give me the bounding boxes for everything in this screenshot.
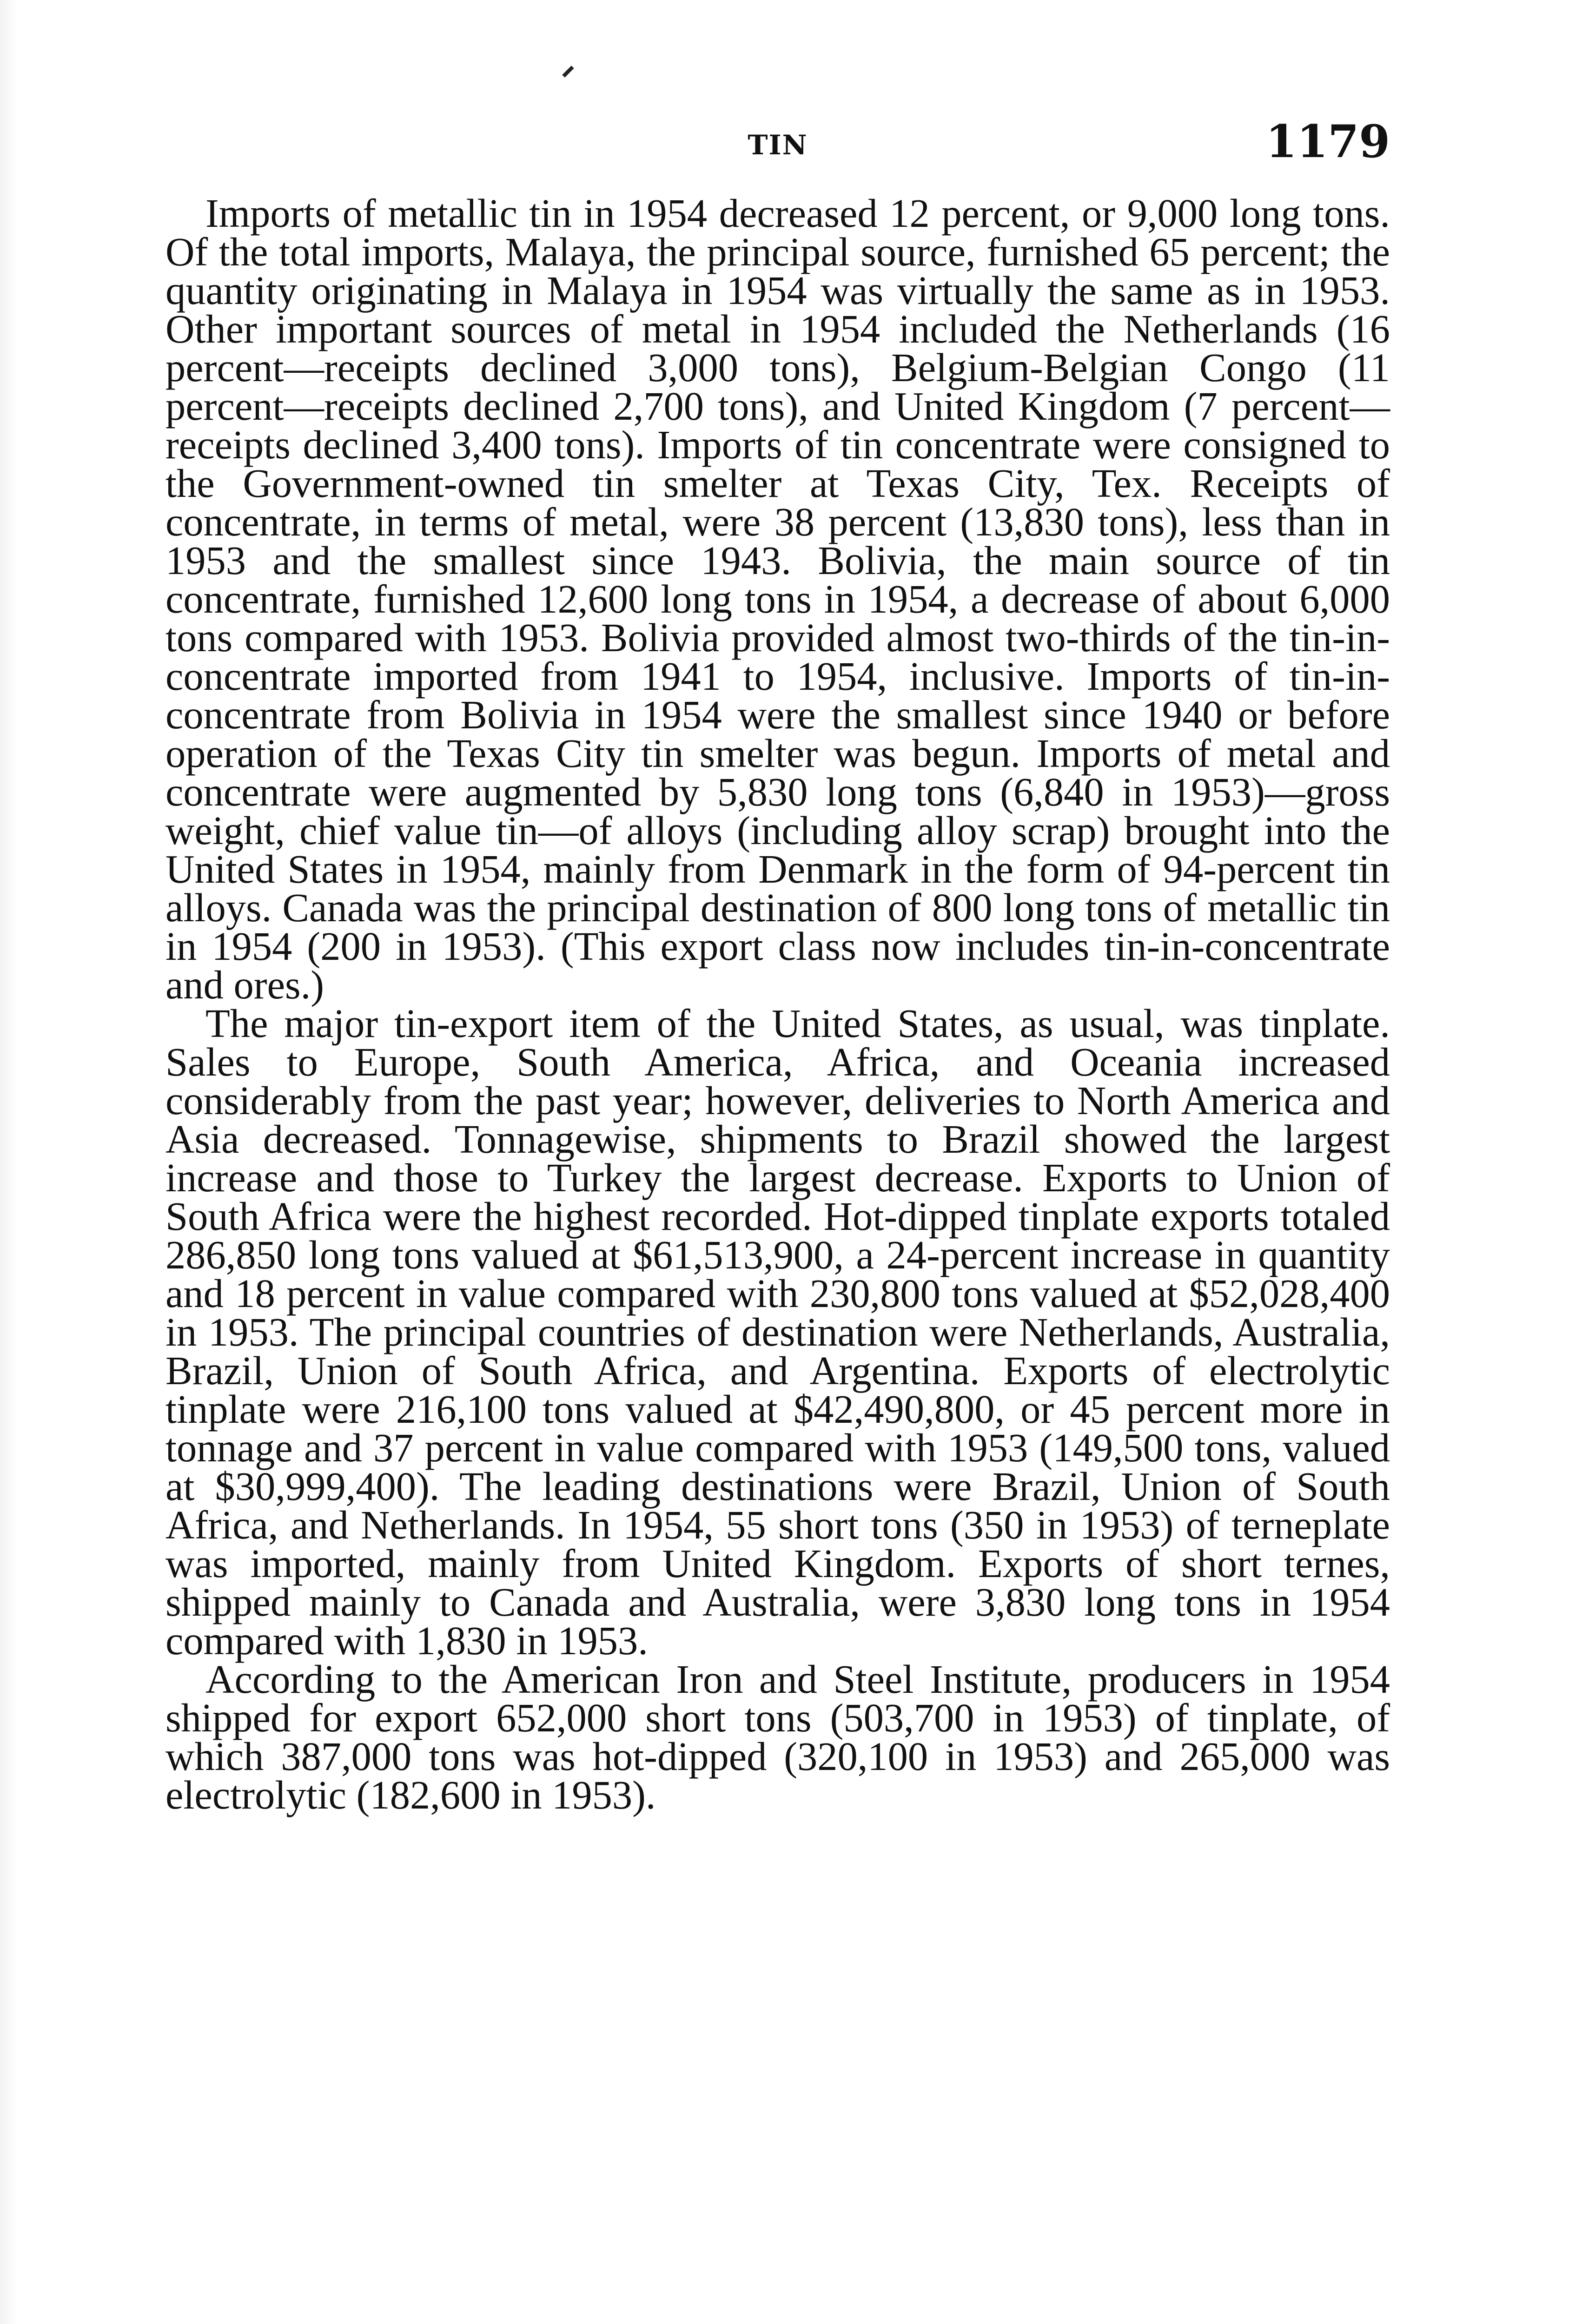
paragraph-imports: Imports of metallic tin in 1954 decreased 12 percent, or 9,000 long tons. Of the total imports, Malaya, the principal source, furnished 65 percent; the quantity originating in Malaya in 1954 was virtually the same as in 1953. Other important sources of metal in 1954 included the Netherlands (16 percent—receipts declined 3,000 tons), Belgium-Belgian Congo (11 percent—receipts declined 2,700 tons), and United Kingdom (7 percent—receipts declined 3,400 tons). Imports of tin concentrate were consigned to the Government-owned tin smelter at Texas City, Tex. Receipts of concentrate, in terms of metal, were 38 percent (13,830 tons), less than in 1953 and the smallest since 1943. Bolivia, the main source of tin concentrate, furnished 12,600 long tons in 1954, a decrease of about 6,000 tons compared with 1953. Bolivia provided almost two-thirds of the tin-in-concentrate imported from 1941 to 1954, inclusive. Imports of tin-in-concentrate from Bolivia in 1954 were the smallest since 1940 or before operation of the Texas City tin smelter was begun. Imports of metal and concentrate were augmented by 5,830 long tons (6,840 in 1953)—gross weight, chief value tin—of alloys (including alloy scrap) brought into the United States in 1954, mainly from Denmark in the form of 94-percent tin alloys. Canada was the principal destination of 800 long tons of metallic tin in 1954 (200 in 1953). (This export class now includes tin-in-concentrate and ores.) (165, 191, 1390, 1007)
running-title: TIN (748, 129, 808, 161)
scan-edge-shadow (0, 0, 19, 2324)
paragraph-steel-institute: According to the American Iron and Steel Institute, producers in 1954 shipped for export 652,000 short tons (503,700 in 1953) of tinplate, of which 387,000 tons was hot-dipped (320,100 in 1953) and 265,000 was electrolytic (182,600 in 1953). (165, 1657, 1390, 1817)
page-number: 1179 (1265, 115, 1390, 168)
page-header (165, 116, 1390, 167)
scan-mark (562, 66, 574, 77)
body-text (165, 191, 1390, 1817)
paragraph-tinplate-exports: The major tin-export item of the United States, as usual, was tinplate. Sales to Europe, South America, Africa, and Oceania increased considerably from the past year; however, deliveries to North America and Asia decreased. Tonnagewise, shipments to Brazil showed the largest increase and those to Turkey the largest decrease. Exports to Union of South Africa were the highest recorded. Hot-dipped tinplate exports totaled 286,850 long tons valued at $61,513,900, a 24-percent increase in quantity and 18 percent in value compared with 230,800 tons valued at $52,028,400 in 1953. The principal countries of destination were Netherlands, Australia, Brazil, Union of South Africa, and Argentina. Exports of electrolytic tinplate were 216,100 tons valued at $42,490,800, or 45 percent more in tonnage and 37 percent in value compared with 1953 (149,500 tons, valued at $30,999,400). The leading destinations were Brazil, Union of South Africa, and Netherlands. In 1954, 55 short tons (350 in 1953) of terneplate was imported, mainly from United Kingdom. Exports of short ternes, shipped mainly to Canada and Australia, were 3,830 long tons in 1954 compared with 1,830 in 1953. (165, 1001, 1390, 1663)
